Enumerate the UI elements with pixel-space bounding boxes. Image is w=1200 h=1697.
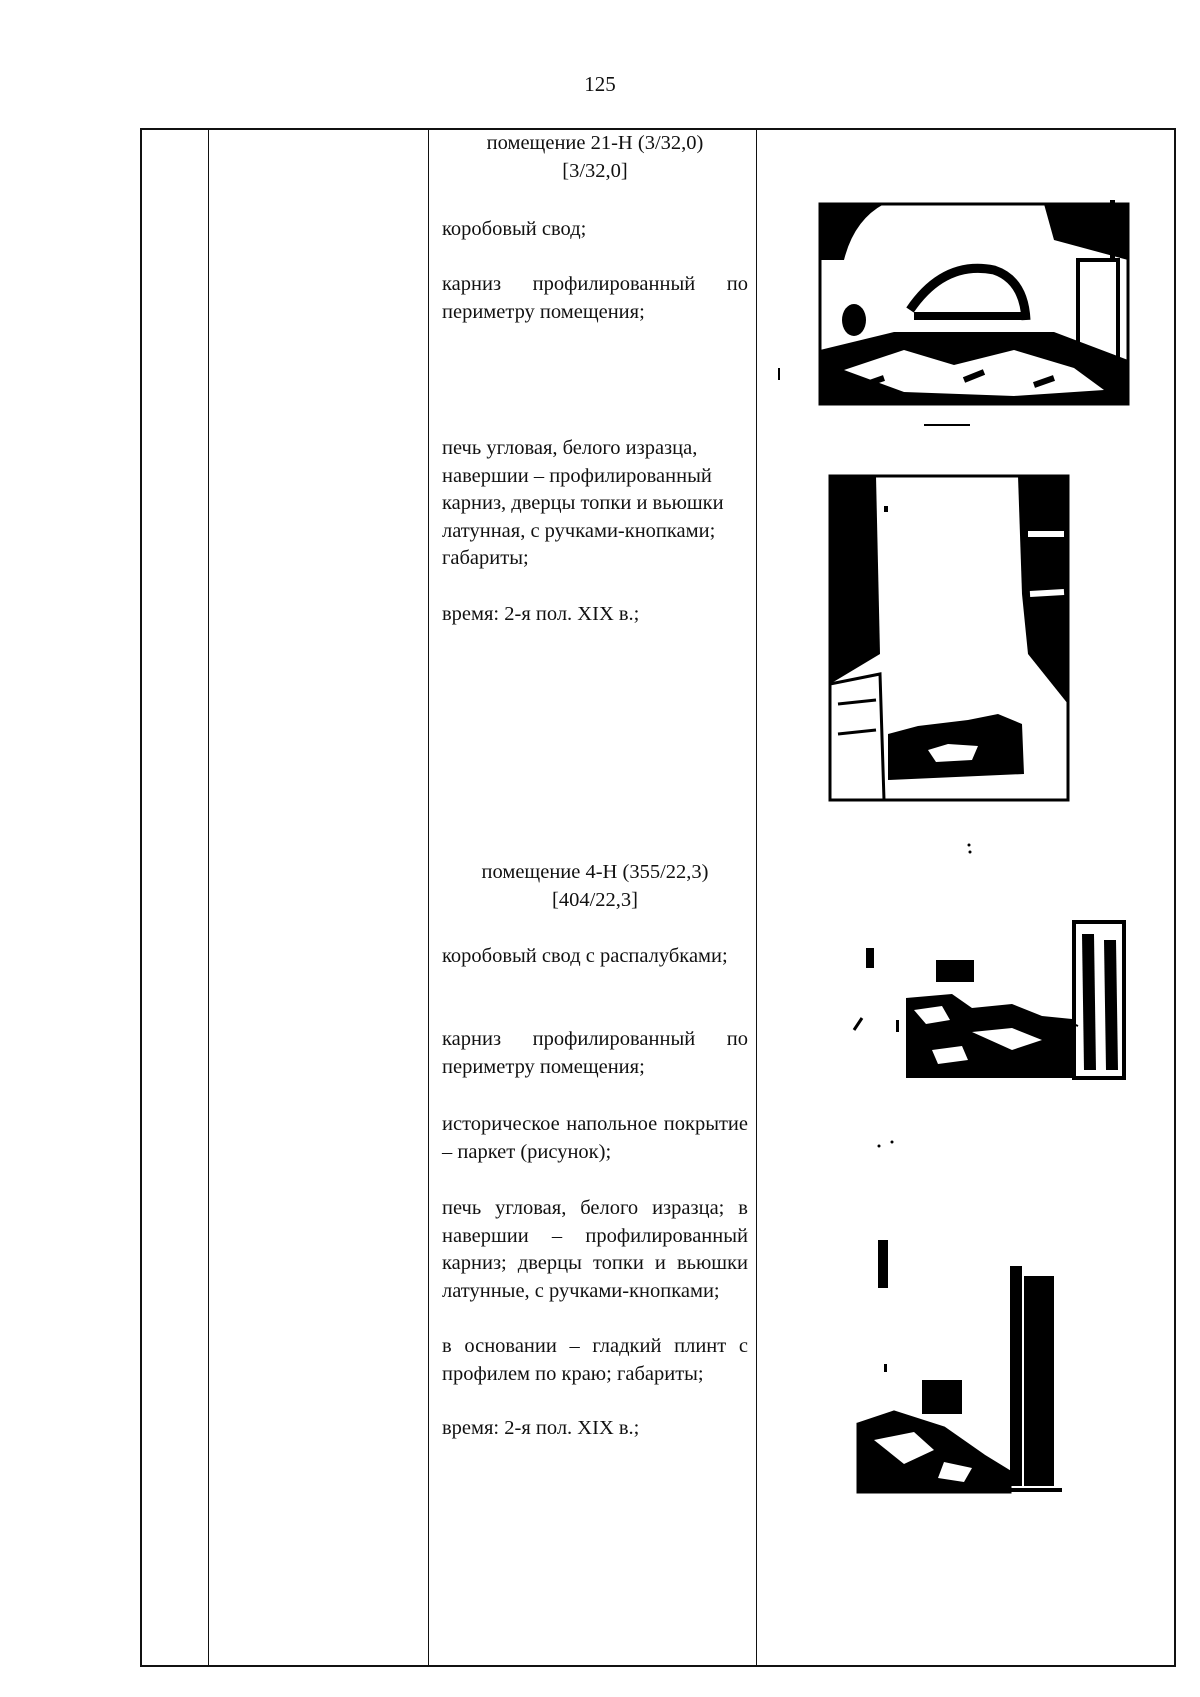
feature-item: карниз профилированный по периметру помещения; bbox=[442, 1028, 748, 1078]
feature-item: карниз профилированный по периметру помещения; bbox=[442, 273, 748, 323]
photo-column bbox=[758, 130, 1176, 1665]
feature-item: в основании – гладкий плинт с профилем по краю; габариты; bbox=[442, 1335, 748, 1385]
description-column bbox=[430, 130, 757, 1665]
photo-caption-line bbox=[924, 424, 974, 428]
photo-stove-base bbox=[854, 1236, 1074, 1496]
photo-mark bbox=[876, 1138, 896, 1150]
room-heading bbox=[442, 859, 748, 914]
photo-mark bbox=[778, 368, 782, 382]
photo-mark bbox=[966, 842, 974, 856]
column-divider bbox=[428, 130, 429, 1665]
room-heading bbox=[442, 130, 748, 185]
feature-item: коробовый свод; bbox=[442, 218, 587, 240]
monument-table bbox=[140, 128, 1176, 1667]
room-number-alt: [3/32,0] bbox=[562, 159, 628, 182]
column-divider bbox=[208, 130, 209, 1665]
feature-item: печь угловая, белого изразца; в навершии – профилированный карниз; дверцы топки и вьюшки латунные, с ручками-кнопками; bbox=[442, 1197, 748, 1302]
page-number: 125 bbox=[584, 72, 616, 96]
room-number: помещение 21-Н (3/32,0) bbox=[486, 132, 704, 154]
photo-parquet-room bbox=[842, 920, 1132, 1088]
feature-item: историческое напольное покрытие – паркет (рисунок); bbox=[442, 1113, 748, 1163]
feature-item: время: 2-я пол. XIX в.; bbox=[442, 603, 640, 625]
room-number-alt: [404/22,3] bbox=[552, 888, 638, 911]
feature-item: время: 2-я пол. XIX в.; bbox=[442, 1417, 640, 1439]
photo-vaulted-room bbox=[814, 200, 1134, 410]
feature-item: коробовый свод с распалубками; bbox=[442, 945, 728, 967]
feature-item: печь угловая, белого изразца, навершии – профилированный карниз, дверцы топки и вьюшки латунная, с ручками-кнопками; габариты; bbox=[442, 437, 724, 569]
photo-corner-stove bbox=[828, 474, 1073, 804]
room-number: помещение 4-Н (355/22,3) bbox=[481, 861, 709, 883]
